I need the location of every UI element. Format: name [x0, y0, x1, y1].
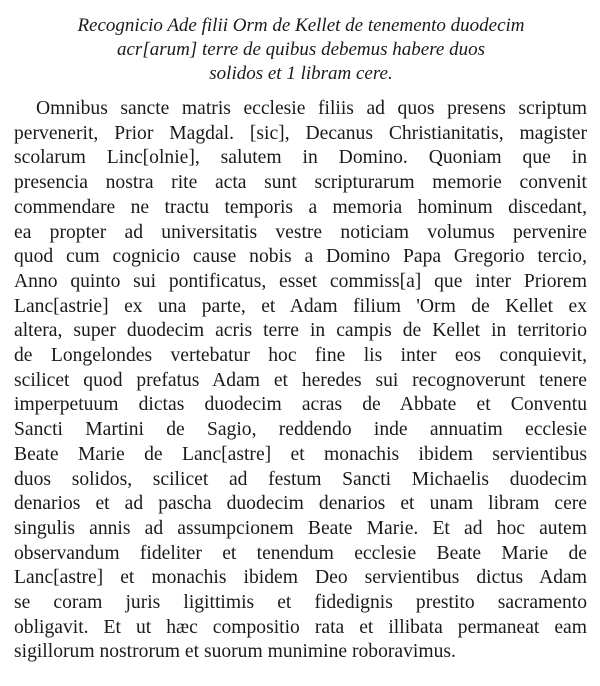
body-line: pervenerit, Prior Magdal. [sic], Decanus Christianitatis, magister — [14, 122, 587, 144]
body-line: singulis annis ad assumpcionem Beate Marie. Et ad hoc autem — [14, 517, 587, 539]
body-line: duos solidos, scilicet ad festum Sancti Michaelis duodecim — [14, 468, 587, 490]
body-line: ea propter ad universitatis vestre noticiam volumus pervenire — [14, 221, 587, 243]
body-line: scilicet quod prefatus Adam et heredes sui recognoverunt tenere — [14, 369, 587, 391]
body-line: altera, super duodecim acris terre in campis de Kellet in territorio — [14, 320, 587, 342]
body-line: Beate Marie de Lanc[astre] et monachis ibidem servientibus — [14, 443, 587, 465]
heading-line: acr[arum] terre de quibus debemus habere duos — [117, 39, 485, 60]
body-line: Lanc[astrie] ex una parte, et Adam filium 'Orm de Kellet ex — [14, 295, 587, 317]
body-line: Sancti Martini de Sagio, reddendo inde annuatim ecclesie — [14, 419, 587, 441]
heading-line: Recognicio Ade filii Orm de Kellet de tenemento duodecim — [77, 15, 525, 36]
body-line: observandum fideliter et tenendum ecclesie Beate Marie de — [14, 542, 587, 564]
body-line: Omnibus sancte matris ecclesie filiis ad quos presens scriptum — [36, 98, 587, 119]
body-line: quod cum cognicio cause nobis a Domino Papa Gregorio tercio, — [14, 246, 587, 268]
body-line: Anno quinto sui pontificatus, esset commiss[a] que inter Priorem — [14, 270, 587, 292]
body-line: scolarum Linc[olnie], salutem in Domino. Quoniam que in — [14, 147, 587, 169]
body-line: se coram juris ligittimis et fidedignis prestito sacramento — [14, 592, 587, 614]
body-line: commendare ne tractu temporis a memoria hominum discedant, — [14, 196, 587, 218]
body-line: de Longelondes vertebatur hoc fine lis inter eos conquievit, — [14, 345, 587, 367]
body-line: denarios et ad pascha duodecim denarios et unam libram cere — [14, 493, 587, 515]
body-line: Lanc[astre] et monachis ibidem Deo servientibus dictus Adam — [14, 567, 587, 589]
document-body — [14, 97, 587, 665]
document-heading — [20, 14, 582, 86]
body-line: sigillorum nostrorum et suorum munimine roboravimus. — [14, 641, 456, 663]
body-line: presencia nostra rite acta sunt scripturarum memorie convenit — [14, 172, 587, 194]
body-line: imperpetuum dictas duodecim acras de Abbate et Conventu — [14, 394, 587, 416]
body-line: obligavit. Et ut hæc compositio rata et illibata permaneat eam — [14, 616, 587, 638]
heading-line: solidos et 1 libram cere. — [209, 63, 393, 84]
